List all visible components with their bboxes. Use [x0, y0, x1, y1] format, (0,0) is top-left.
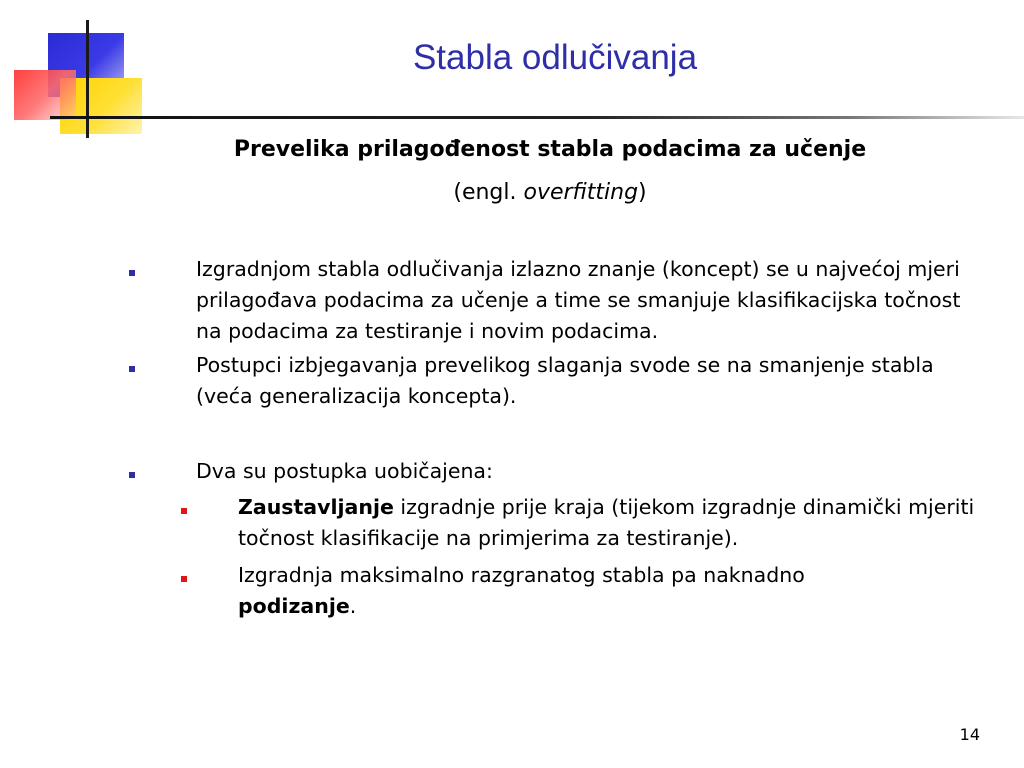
sub-bullet-text: Izgradnja maksimalno razgranatog stabla pa naknadno [238, 563, 805, 587]
bullet-marker [129, 366, 135, 372]
logo-red-square [14, 70, 76, 120]
page-number: 14 [959, 725, 980, 744]
sub-bullet-bold-term: Zaustavljanje [238, 495, 394, 519]
sub-bullet-item [238, 492, 988, 554]
subtitle-prefix: (engl. [453, 180, 524, 205]
subtitle-suffix: ) [638, 180, 647, 205]
slide-subtitle-english [160, 176, 940, 210]
bullet-item: Izgradnjom stabla odlučivanja izlazno znanje (koncept) se u najvećoj mjeri prilagođava podacima za učenje a time se smanjuje klasifikacijska točnost na podacima za testiranje i novim podacima. [196, 257, 961, 343]
logo-vertical-line [86, 20, 89, 138]
bullet-item: Postupci izbjegavanja prevelikog slaganja svode se na smanjenje stabla (veća generalizacija koncepta). [196, 353, 934, 408]
bullet-marker [129, 270, 135, 276]
bullet-marker [129, 472, 135, 478]
subtitle-italic-term: overfitting [523, 180, 639, 205]
bullet-item: Dva su postupka uobičajena: [196, 459, 493, 483]
slide-subtitle: Prevelika prilagođenost stabla podacima za učenje [233, 137, 867, 162]
sub-bullet-text: izgradnje prije kraja (tijekom izgradnje dinamički mjeriti točnost klasifikacije na primjerima za testiranje). [238, 495, 975, 550]
sub-bullet-suffix: . [349, 594, 357, 618]
slide-title: Stabla odlučivanja [412, 38, 698, 77]
decorative-logo [0, 0, 150, 145]
sub-bullet-marker [181, 508, 187, 514]
title-underline [50, 116, 1024, 119]
sub-bullet-bold-term: podizanje [238, 594, 350, 618]
sub-bullet-item [238, 560, 878, 622]
sub-bullet-marker [181, 576, 187, 582]
